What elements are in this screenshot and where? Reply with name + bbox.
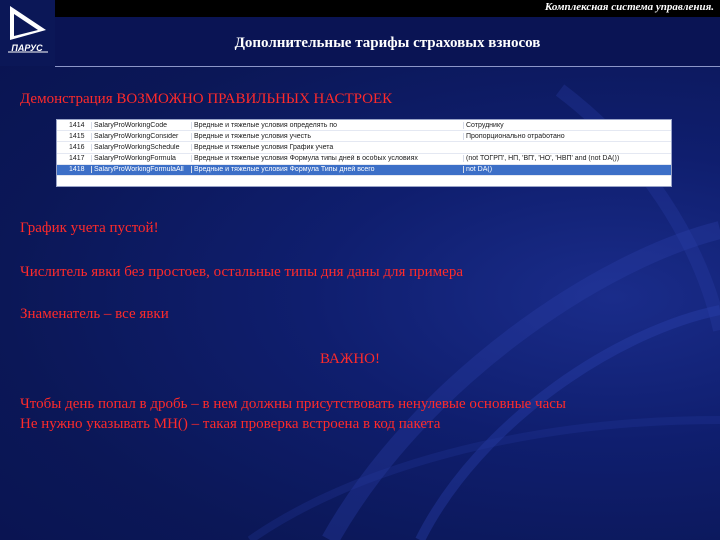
note-numerator: Числитель явки без простоев, остальные типы дня даны для примера	[20, 264, 463, 280]
note-no-mn: Не нужно указывать МН() – такая проверка встроена в код пакета	[20, 416, 441, 432]
row-id: 1417	[69, 155, 85, 163]
row-name: SalaryProWorkingSchedule	[91, 144, 191, 151]
table-row[interactable]	[57, 154, 671, 165]
row-description: Вредные и тяжелые условия График учета	[191, 144, 463, 151]
note-schedule-empty: График учета пустой!	[20, 220, 159, 236]
sail-logo-icon	[0, 0, 55, 66]
page-title: Дополнительные тарифы страховых взносов	[234, 35, 541, 51]
note-denominator: Знаменатель – все явки	[20, 306, 169, 322]
row-value: not DA()	[463, 166, 671, 173]
table-row-selected[interactable]	[57, 165, 671, 176]
subtitle: Демонстрация ВОЗМОЖНО ПРАВИЛЬНЫХ НАСТРОЕК	[20, 91, 393, 107]
row-name: SalaryProWorkingFormulaAll	[91, 166, 191, 173]
logo	[0, 0, 55, 66]
row-id: 1418	[69, 166, 85, 174]
row-description: Вредные и тяжелые условия учесть	[191, 133, 463, 140]
row-name: SalaryProWorkingFormula	[91, 155, 191, 162]
row-id: 1416	[69, 143, 85, 151]
table-row[interactable]	[57, 131, 671, 142]
row-name: SalaryProWorkingConsider	[91, 133, 191, 140]
title-divider	[55, 66, 720, 67]
row-description: Вредные и тяжелые условия Формула Типы дней всего	[191, 166, 463, 173]
table-row[interactable]	[57, 120, 671, 131]
row-value: Пропорционально отработано	[463, 133, 671, 140]
title-bar	[55, 17, 720, 66]
row-value: Сотруднику	[463, 122, 671, 129]
row-name: SalaryProWorkingCode	[91, 122, 191, 129]
settings-grid	[56, 119, 672, 187]
important-heading: ВАЖНО!	[320, 351, 380, 367]
row-description: Вредные и тяжелые условия Формула типы дней в особых условиях	[191, 155, 463, 162]
system-strip	[55, 0, 720, 17]
row-id: 1415	[69, 132, 85, 140]
row-id: 1414	[69, 121, 85, 129]
row-description: Вредные и тяжелые условия определять по	[191, 122, 463, 129]
row-value: (not ТОГРП', НП, 'ВП', 'НО', 'НВП' and (not DA())	[463, 155, 671, 162]
table-row[interactable]	[57, 142, 671, 153]
logo-text: ПАРУС	[11, 43, 43, 53]
note-nonzero-hours: Чтобы день попал в дробь – в нем должны присутствовать ненулевые основные часы	[20, 396, 566, 412]
system-name: Комплексная система управления.	[544, 1, 714, 13]
